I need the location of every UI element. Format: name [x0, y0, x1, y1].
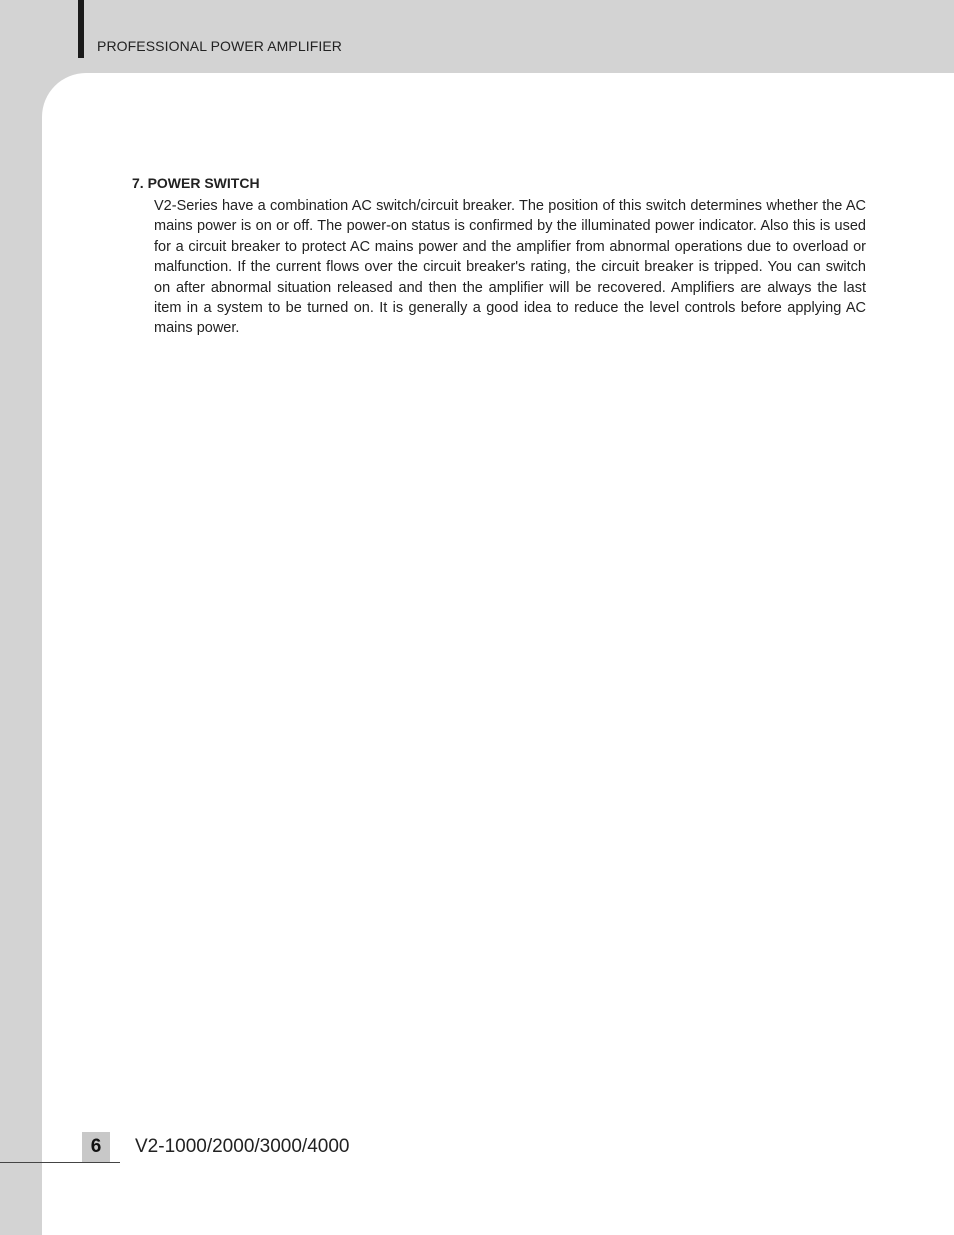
page-number: 6 [82, 1132, 110, 1162]
header-accent-bar [78, 0, 84, 58]
section-power-switch [132, 175, 866, 339]
running-header: PROFESSIONAL POWER AMPLIFIER [97, 38, 342, 54]
footer-rule [0, 1162, 120, 1163]
section-paragraph: V2-Series have a combination AC switch/circuit breaker. The position of this switch determines whether the AC mains power is on or off. The power-on status is confirmed by the illuminated power indicator. Also this is used for a circuit breaker to protect AC mains power and the amplifier from abnormal operations due to overload or malfunction. If the current flows over the circuit breaker's rating, the circuit breaker is tripped. You can switch on after abnormal situation released and then the amplifier will be recovered. Amplifiers are always the last item in a system to be turned on. It is generally a good idea to reduce the level controls before applying AC mains power. [154, 198, 866, 337]
footer-model-name: V2-1000/2000/3000/4000 [135, 1136, 350, 1157]
section-heading: 7. POWER SWITCH [132, 175, 260, 191]
